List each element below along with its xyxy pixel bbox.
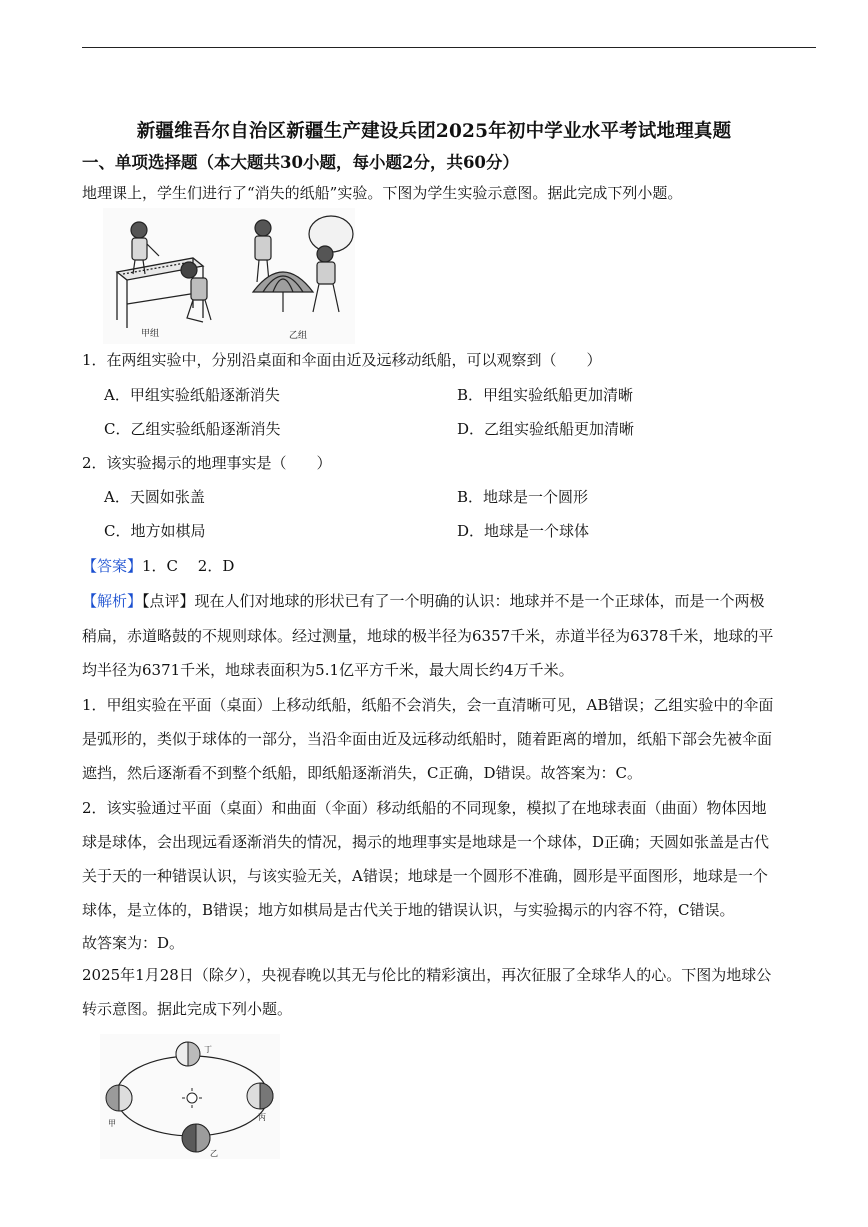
answer-text: 1．C 2．D (142, 557, 235, 575)
answer-tag: 【答案】 (82, 557, 143, 575)
question-1-stem: 1．在两组实验中，分别沿桌面和伞面由近及远移动纸船，可以观察到（ ） (82, 351, 602, 369)
question-1-option-b: B．甲组实验纸船更加清晰 (457, 386, 634, 404)
analysis-line-4: 1．甲组实验在平面（桌面）上移动纸船，纸船不会消失，会一直清晰可见，AB错误；乙组实验中的伞面 (82, 696, 774, 714)
label-jia: 甲 (108, 1119, 116, 1128)
analysis-line-9: 关于天的一种错误认识，与该实验无关，A错误；地球是一个圆形不准确，圆形是平面图形，地球是一个 (82, 867, 768, 885)
analysis-tag: 【解析】 (82, 592, 143, 610)
analysis-line-10: 球体，是立体的，B错误；地方如棋局是古代关于地的错误认识，与实验揭示的内容不符，C错误。 (82, 901, 735, 919)
analysis-line-5: 是弧形的，类似于球体的一部分，当沿伞面由近及远移动纸船时，随着距离的增加，纸船下部会先被伞面 (82, 730, 773, 748)
analysis-line-11: 故答案为：D。 (82, 934, 185, 952)
answer-line (82, 555, 234, 577)
header-rule (82, 47, 816, 48)
analysis-line-3: 均半径为6371千米，地球表面积为5.1亿平方千米，最大周长约4万千米。 (82, 661, 574, 679)
experiment-figure (103, 208, 355, 344)
earth-ding (176, 1042, 200, 1066)
figure-label-right: 乙组 (289, 331, 308, 341)
analysis-line-2: 稍扁，赤道略鼓的不规则球体。经过测量，地球的极半径为6357千米，赤道半径为6378千米，地球的平 (82, 627, 774, 645)
label-bing: 丙 (258, 1113, 266, 1122)
intro-paragraph-1: 地理课上，学生们进行了“消失的纸船”实验。下图为学生实验示意图。据此完成下列小题。 (82, 184, 683, 202)
analysis-line-8: 球是球体，会出现远看逐渐消失的情况，揭示的地理事实是地球是一个球体，D正确；天圆如张盖是古代 (82, 833, 770, 851)
question-2-option-d: D．地球是一个球体 (457, 522, 590, 540)
intro-paragraph-2-line-2: 转示意图。据此完成下列小题。 (82, 1000, 293, 1018)
question-1-option-d: D．乙组实验纸船更加清晰 (457, 420, 635, 438)
earth-yi (182, 1124, 210, 1152)
label-yi: 乙 (210, 1149, 218, 1158)
question-2-option-c: C．地方如棋局 (104, 522, 206, 540)
page-title: 新疆维吾尔自治区新疆生产建设兵团2025年初中学业水平考试地理真题 (136, 121, 732, 142)
intro-paragraph-2-line-1: 2025年1月28日（除夕），央视春晚以其无与伦比的精彩演出，再次征服了全球华人的心。下图为地球公 (82, 966, 772, 984)
question-1-option-c: C．乙组实验纸船逐渐消失 (104, 420, 281, 438)
question-1-option-a: A．甲组实验纸船逐渐消失 (104, 386, 280, 404)
analysis-line-6: 遮挡，然后逐渐看不到整个纸船，即纸船逐渐消失，C正确，D错误。故答案为：C。 (82, 764, 642, 782)
analysis-line-7: 2．该实验通过平面（桌面）和曲面（伞面）移动纸船的不同现象，模拟了在地球表面（曲面）物体因地 (82, 799, 767, 817)
figure-label-left: 甲组 (141, 329, 160, 339)
analysis-line-1: 【解析】【点评】现在人们对地球的形状已有了一个明确的认识：地球并不是一个正球体，而是一个两极 (82, 592, 765, 610)
earth-revolution-figure (100, 1034, 280, 1159)
label-ding: 丁 (204, 1045, 212, 1054)
question-2-stem: 2．该实验揭示的地理事实是（ ） (82, 454, 332, 472)
section-heading: 一、单项选择题（本大题共30小题，每小题2分，共60分） (82, 153, 519, 172)
question-2-option-a: A．天圆如张盖 (104, 488, 205, 506)
earth-jia (106, 1085, 132, 1111)
earth-bing (247, 1083, 273, 1109)
question-2-option-b: B．地球是一个圆形 (457, 488, 589, 506)
